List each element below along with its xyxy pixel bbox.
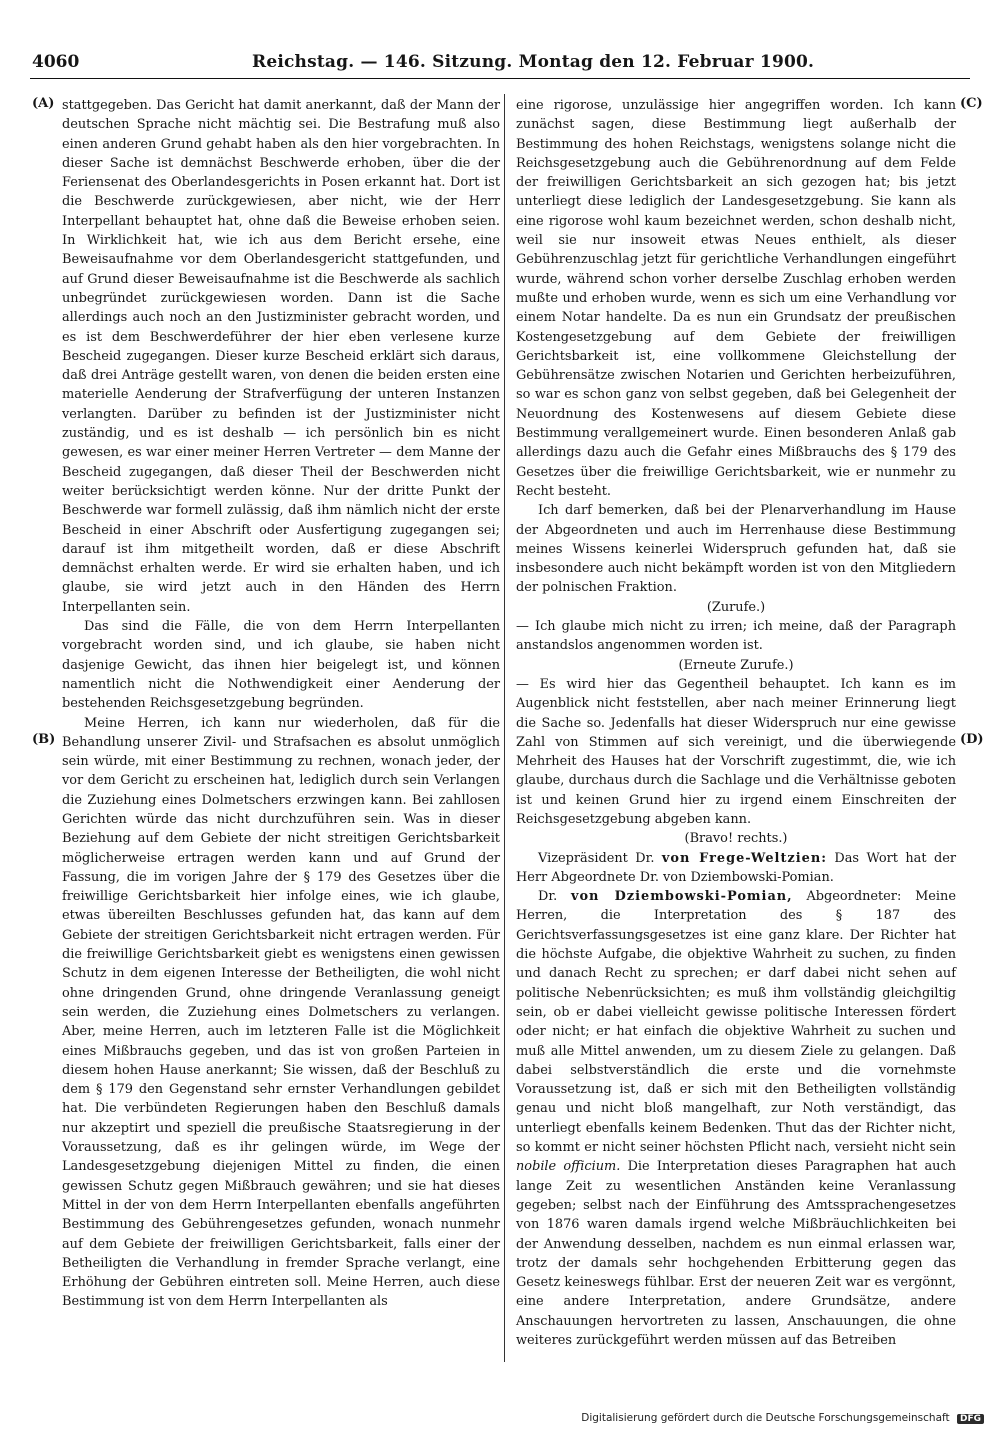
speaker-name: von Dziembowski-Pomian, bbox=[570, 889, 793, 905]
interjection: (Zurufe.) bbox=[706, 599, 766, 615]
paragraph: Meine Herren, ich kann nur wiederholen, daß für die Behandlung unserer Zivil- und Strafsachen es absolut unmöglich sein würde, mit einer Bestimmung zu rechnen, wonach jeder, der vor dem Gericht zu erscheinen hat, lediglich durch sein Verlangen die Zuziehung eines Dolmetschers erzwingen kann. Bei zahllosen Gerichten würde das nicht durchzuführen sein. Was in dieser Beziehung auf dem Gebiete der nicht streitigen Gerichtsbarkeit möglicherweise ertragen werden kann und auf Grund der Fassung, die im vorigen Jahre der § 179 des Gesetzes über die freiwillige Gerichtsbarkeit hier infolge eines, wie ich glaube, etwas übereilten Beschlusses gefunden hat, das kann auf dem Gebiete der streitigen Gerichtsbarkeit nicht ertragen werden. Für die freiwillige Gerichtsbarkeit giebt es wenigstens einen gewissen Schutz in dem eigenen Interesse der Betheiligten, die wohl nicht ohne dringenden Grund, ohne dringende Veranlassung geneigt sein werden, die Zuziehung eines Dolmetschers zu verlangen. Aber, meine Herren, auch im letzteren Falle ist die Möglichkeit eines Mißbrauchs gegeben, und das ist von großen Parteien in diesem hohen Hause anerkannt; Sie wissen, daß der Beschluß zu dem § 179 den Gegenstand sehr ernster Verhandlungen gebildet hat. Die verbündeten Regierungen haben den Beschluß damals nur akzeptirt und speziell die preußische Staatsregierung in der Voraussetzung, daß es ihr gelingen würde, im Wege der Landesgesetzgebung diejenigen Mittel zu finden, die einen gewissen Schutz gegen Mißbrauch gewähren; und sie hat dieses Mittel in der von dem Herrn Interpellanten ebenfalls angeführten Bestimmung des Gebührengesetzes gefunden, wonach nunmehr auf dem Gebiete der freiwilligen Gerichtsbarkeit, falls einer der Betheiligten die Verhandlung in fremder Sprache verlangt, eine Erhöhung der Gebühren eintreten soll. Meine Herren, auch diese Bestimmung ist von dem Herrn Interpellanten als bbox=[62, 715, 500, 1310]
paragraph: — Ich glaube mich nicht zu irren; ich meine, daß der Paragraph anstandslos angenommen worden ist. bbox=[516, 619, 956, 654]
interjection: (Bravo! rechts.) bbox=[684, 831, 788, 847]
margin-marker-a: (A) bbox=[32, 96, 55, 111]
paragraph: — Es wird hier das Gegentheil behauptet. Ich kann es im Augenblick nicht feststellen, aber nach meiner Erinnerung liegt die Sache so. Jedenfalls hat dieser Widerspruch nur eine gewisse Zahl von Stimmen auf sich vereinigt, und die überwiegende Mehrheit des Hauses hat der Vorschrift zugestimmt, die, wie ich glaube, durchaus durch die Sachlage und die Verhältnisse geboten ist und keinen Grund hier zu irgend einem Einschreiten der Reichsgesetzgebung abgeben kann. bbox=[516, 676, 956, 827]
speaker-title: Vizepräsident Dr. bbox=[538, 850, 655, 866]
right-column bbox=[516, 96, 956, 1350]
left-column bbox=[62, 96, 500, 1312]
header-rule bbox=[30, 78, 970, 79]
speaker-name: von Frege-Weltzien: bbox=[661, 850, 827, 866]
speaker-paragraph bbox=[516, 849, 956, 888]
margin-marker-c: (C) bbox=[960, 96, 983, 111]
speaker-title: Dr. bbox=[538, 889, 558, 905]
speaker-text: Das Wort hat der Herr Abgeordnete Dr. von Dziembowski-Pomian. bbox=[516, 850, 956, 885]
interjection: (Erneute Zurufe.) bbox=[678, 657, 794, 673]
speaker-text: Die Interpretation dieses Paragraphen hat auch lange Zeit zu wesentlichen Anständen keine Veranlassung gegeben; selbst nach der Einführung des Amtssprachengesetzes von 1876 waren damals irgend welche Mißbräuchlichkeiten bei der Anwendung desselben, nachdem es nun einmal erlassen war, trotz der damals sehr hochgehenden Erbitterung gegen das Gesetz keineswegs fühlbar. Erst der neueren Zeit war es vergönnt, eine andere Interpretation, andere Grundsätze, andere Anschauungen hervortreten zu lassen, Anschauungen, die ohne weiteres zurückgeführt werden müssen auf das Betreiben bbox=[516, 1159, 956, 1348]
speaker-text: Abgeordneter: Meine Herren, die Interpretation des § 187 des Gerichtsverfassungsgesetzes ist eine ganz klare. Der Richter hat die höchste Aufgabe, die objektive Wahrheit zu suchen, zu finden und danach Recht zu sprechen; er darf dabei nicht sehen auf politische Nebenrücksichten; es muß ihm vollständig gleichgiltig sein, ob er dabei vielleicht gewisse politische Interessen fördert oder nicht; er hat einfach die objektive Wahrheit zu suchen und muß alle Mittel anwenden, um zu diesem Ziele zu gelangen. Daß dabei selbstverständlich die erste und die vornehmste Voraussetzung ist, daß er sich mit den Betheiligten vollständig genau und nicht bloß mangelhaft, zur Noth verständigt, das unterliegt ebenfalls keinem Bedenken. Thut das der Richter nicht, so kommt er nicht seiner höchsten Pflicht nach, versieht nicht sein bbox=[516, 889, 956, 1156]
margin-marker-b: (B) bbox=[32, 732, 56, 747]
paragraph: stattgegeben. Das Gericht hat damit anerkannt, daß der Mann der deutschen Sprache nicht mächtig sei. Die Bestrafung muß also einen anderen Grund gehabt haben als den hier vorgebrachten. In dieser Sache ist demnächst Beschwerde erhoben, über die der Feriensenat des Oberlandesgerichts in Posen erkannt hat. Dort ist die Beschwerde zurückgewiesen, aber nicht, wie der Herr Interpellant behauptet hat, ohne daß die Beweise erhoben seien. In Wirklichkeit hat, wie ich aus dem Bericht ersehe, eine Beweisaufnahme vor dem Oberlandesgericht stattgefunden, und auf Grund dieser Beweisaufnahme ist die Beschwerde als sachlich unbegründet zurückgewiesen worden. Dann ist die Sache allerdings auch noch an den Justizminister gebracht worden, und es ist dem Beschwerdeführer der hier eben verlesene kurze Bescheid zugegangen. Dieser kurze Bescheid erklärt sich daraus, daß drei Anträge gestellt waren, von denen die beiden ersten eine materielle Aenderung der Strafverfügung der unteren Instanzen verlangten. Darüber zu befinden ist der Justizminister nicht zuständig, und es ist deshalb — ich persönlich bin es nicht gewesen, es war einer meiner Herren Vertreter — dem Manne der Bescheid zugegangen, daß dieser Theil der Beschwerden nicht weiter berücksichtigt werden könne. Nur der dritte Punkt der Beschwerde war formell zulässig, daß ihm nämlich nicht der erste Bescheid in einer Abschrift oder Ausfertigung zugegangen sei; darauf ist ihm mitgetheilt worden, daß er diese Abschrift demnächst erhalten werde. Er wird sie erhalten haben, und ich glaube, sie wird jetzt auch in den Händen des Herrn Interpellanten sein. bbox=[62, 98, 500, 615]
dfg-logo: DFG bbox=[957, 1414, 984, 1424]
column-divider bbox=[504, 94, 505, 1362]
latin-phrase: nobile officium. bbox=[516, 1159, 621, 1175]
footer-credit bbox=[581, 1412, 984, 1424]
paragraph: Das sind die Fälle, die von dem Herrn Interpellanten vorgebracht worden sind, und ich glaube, sie haben nicht dasjenige Gewicht, das ihnen hier beigelegt ist, und können namentlich nicht die Nothwendigkeit einer Aenderung der bestehenden Reichsgesetzgebung begründen. bbox=[62, 619, 500, 712]
margin-marker-d: (D) bbox=[960, 732, 984, 747]
paragraph: eine rigorose, unzulässige hier angegriffen worden. Ich kann zunächst sagen, diese Bestimmung liegt außerhalb der Bestimmung des hohen Reichstags, wenigstens solange nicht die Reichsgesetzgebung auch die Gebührenordnung auf dem Felde der freiwilligen Gerichtsbarkeit an sich gezogen hat; bis jetzt unterliegt diese lediglich der Landesgesetzgebung. Sie kann als eine rigorose wohl kaum bezeichnet werden, schon deshalb nicht, weil sie nur insoweit etwas Neues enthielt, als dieser Gebührenzuschlag jetzt für gerichtliche Verhandlungen eingeführt wurde, während schon vorher derselbe Zuschlag erhoben werden mußte und erhoben wurde, wenn es sich um eine Verhandlung vor einem Notar handelte. Da es nun ein Grundsatz der preußischen Kostengesetzgebung auf dem Gebiete der freiwilligen Gerichtsbarkeit ist, eine vollkommene Gleichstellung der Gebührensätze zwischen Notarien und Gerichten herbeizuführen, so war es schon ganz von selbst gegeben, daß bei Gelegenheit der Neuordnung des Kostenwesens auf diesem Gebiete diese Bestimmung verallgemeinert wurde. Einen besonderen Anlaß gab allerdings dazu auch die Gefahr eines Mißbrauchs des § 179 des Gesetzes über die freiwillige Gerichtsbarkeit, wie er nunmehr zu Recht besteht. bbox=[516, 98, 956, 499]
paragraph: Ich darf bemerken, daß bei der Plenarverhandlung im Hause der Abgeordneten und auch im Herrenhause diese Bestimmung meines Wissens keinerlei Widerspruch gefunden hat, daß sie insbesondere auch nicht bekämpft worden ist von den Mitgliedern der polnischen Fraktion. bbox=[516, 503, 956, 596]
footer-text: Digitalisierung gefördert durch die Deutsche Forschungsgemeinschaft bbox=[581, 1412, 950, 1424]
speaker-paragraph bbox=[516, 887, 956, 1350]
page-number: 4060 bbox=[32, 52, 80, 72]
running-header: Reichstag. — 146. Sitzung. Montag den 12. Februar 1900. bbox=[252, 52, 815, 72]
